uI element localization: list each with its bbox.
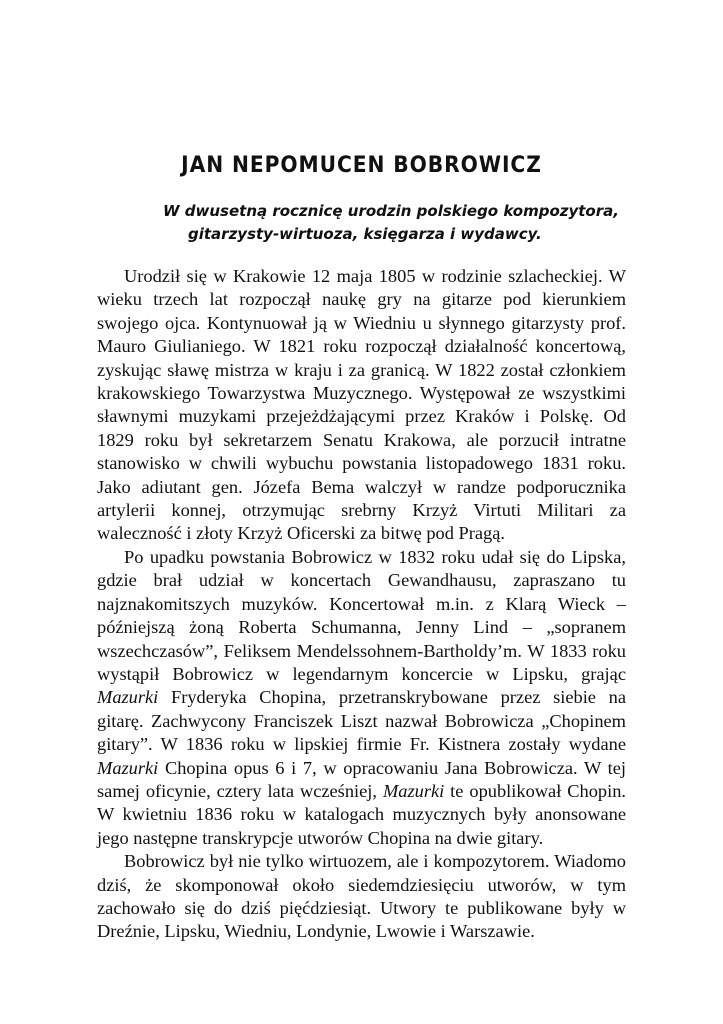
paragraph-text: Po upadku powstania Bobrowicz w 1832 roku udał się do Lipska, gdzie brał udział w koncertach Gewandhausu, zapraszano tu najznakomitszych muzyków. Koncertował m.in. z Klarą Wieck – późniejszą żoną Roberta Schumanna, Jenny Lind – „sopranem wszechczasów”, Feliksem Mendelssohnem-Bartholdy’m. W 1833 roku wystąpił Bobrowicz w legendarnym koncercie w Lipsku, grając (97, 546, 626, 684)
paragraph-text: Chopina opus 6 i 7, w opracowaniu Jana Bobrowicza. W tej samej oficynie, cztery lata wcześniej, (97, 757, 626, 801)
italic-title-text: Mazurki (97, 687, 159, 708)
paragraph (97, 546, 626, 850)
article-subtitle-line-1: W dwusetną rocznicę urodzin polskiego kompozytora, (163, 202, 619, 220)
italic-title-text: Mazurki (382, 780, 445, 801)
article-subtitle-line-2: gitarzysty-wirtuoza, księgarza i wydawcy. (188, 225, 542, 243)
paragraph (97, 265, 626, 546)
article-body (97, 265, 626, 944)
paragraph-text: Bobrowicz był nie tylko wirtuozem, ale i kompozytorem. Wiadomo dziś, że skomponował około siedemdziesięciu utworów, w tym zachowało się do dziś pięćdziesiąt. Utwory te publikowane były w Dreźnie, Lipsku, Wiedniu, Londynie, Lwowie i Warszawie. (97, 851, 626, 942)
paragraph-text: Fryderyka Chopina, przetranskrybowane przez siebie na gitarę. Zachwycony Franciszek Liszt nazwał Bobrowicza „Chopinem gitary”. W 1836 roku w lipskiej firmie Fr. Kistnera zostały wydane (97, 687, 626, 755)
article-title: JAN NEPOMUCEN BOBROWICZ (181, 153, 542, 178)
paragraph-text: te opublikował Chopin. W kwietniu 1836 roku w katalogach muzycznych były anonsowane jego następne transkrypcje utworów Chopina na dwie gitary. (97, 780, 626, 848)
paragraph (97, 850, 626, 944)
italic-title-text: Mazurki (97, 757, 159, 778)
paragraph-text: Urodził się w Krakowie 12 maja 1805 w rodzinie szlacheckiej. W wieku trzech lat rozpoczął naukę gry na gitarze pod kierunkiem swojego ojca. Kontynuował ją w Wiedniu u słynnego gitarzysty prof. Mauro Giulianiego. W 1821 roku rozpoczął działalność koncertową, zyskując sławę mistrza w kraju i za granicą. W 1822 został członkiem krakowskiego Towarzystwa Muzycznego. Występował ze wszystkimi sławnymi muzykami przejeżdżającymi przez Kraków i Polskę. Od 1829 roku był sekretarzem Senatu Krakowa, ale porzucił intratne stanowisko w chwili wybuchu powstania listopadowego 1831 roku. Jako adiutant gen. Józefa Bema walczył w randze podporucznika artylerii konnej, otrzymując srebrny Krzyż Virtuti Militari za waleczność i złoty Krzyż Oficerski za bitwę pod Pragą. (97, 266, 626, 544)
